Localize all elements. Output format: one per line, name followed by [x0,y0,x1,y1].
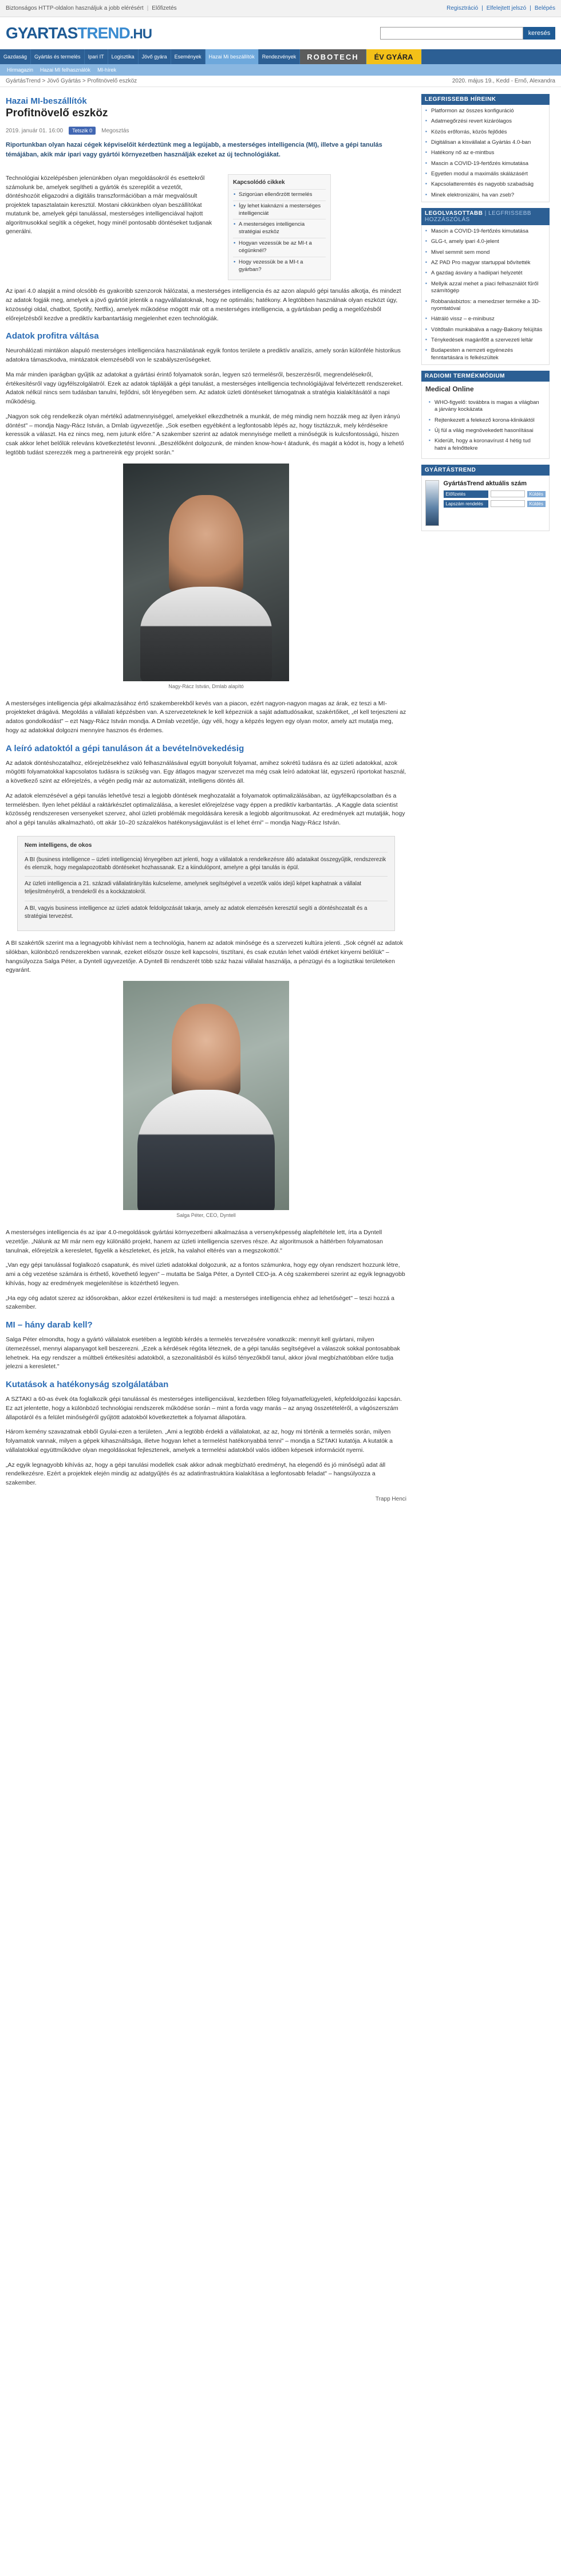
article-paragraph: A mesterséges intelligencia és az ipar 4.0-megoldások gyártási környezetbeni alkalmazása a versenyképesség alapfeltétele lett, írta a Dyntell vezetője. „Nálunk az MI már nem egy különálló projekt, hanem az üzleti intelligencia szerves része. Az algoritmusok a háttérben folyamatosan tanulnak, előrejelzik a keresletet, figyelik a készleteket, és jelzik, ha valahol eltérés van a megszokottól." [6,1229,383,1254]
news-link[interactable]: ▪ A gazdag ásvány a hadiipari helyzetét [422,268,549,278]
magazine-info [444,480,546,526]
fact-box-title: Nem intelligens, de okos [25,842,92,849]
portrait-photo-nagy-racz [123,464,289,681]
news-link[interactable]: ▪ Mascin a COVID-19-fertőzés kimutatása [422,159,549,169]
related-article-link[interactable]: • Így lehet kiaknázni a mesterséges intelligenciát [233,201,326,219]
most-read-list [421,225,550,365]
latest-news-box [421,94,550,202]
tab-most-read[interactable]: LEGOLVASOTTABB [425,210,483,217]
nav-item-gazdasag[interactable]: Gazdaság [0,49,31,64]
article-date: 2019. január 01. 16:00 [6,127,64,134]
news-link[interactable]: ▪ Mascin a COVID-19-fertőzés kimutatása [422,226,549,237]
article-kicker[interactable]: Hazai MI-beszállítók [6,96,87,106]
nav-ev-gyara-banner[interactable]: ÉV GYÁRA [366,49,422,64]
news-link[interactable]: ▪ Ténykedések magánfőtt a szervezeti leltár [422,335,549,345]
order-input[interactable] [491,500,525,507]
magazine-title: GyártásTrend aktuális szám [443,480,527,487]
news-link[interactable]: ▪ Mellyik azzal mehet a piaci felhasználót fűről számítógép [422,279,549,297]
subscribe-label: Előfizetés [444,490,488,498]
related-article-link[interactable]: • Hogy vezessük be a MI-t a gyárban? [233,257,326,276]
article-paragraph: Az adatok elemzésével a gépi tanulás lehetővé teszi a legjobb döntések meghozatalát a folyamatok optimalizálásában, az ügyfélkapcsolatban és a termelésben. Ilyen lehet például a raktárkészlet optimalizálása, a kereslet előrejelzése vagy éppen a prediktív karbantartás. „A Kaggle data scientist közösség rendszeresen versenyeket szervez, ahol üzleti problémák megoldására keresik a legjobb algoritmusokat. Az eredmények azt mutatják, hogy ahol a gépi tanulás alkalmazható, ott akár 10–20 százalékos hatékonyságjavulást is el lehet érni" – mondja Nagy-Rácz István. [6,792,405,827]
news-link[interactable]: ▪ GLG-t, amely ipari 4.0-jelent [422,237,549,247]
medical-online-title[interactable]: Medical Online [425,384,474,393]
nav-item-logisztika[interactable]: Logisztika [108,49,139,64]
article-lead: Riportunkban olyan hazai cégek képviselőit kérdeztünk meg a legújabb, a mesterséges intelligencia (MI), illetve a gépi tanulás témájában, akik már ipari vagy gyártói környezetben használják ezeket az új technológiákat. [6,142,382,158]
photo-caption: Nagy-Rácz István, Dmlab alapító [168,683,244,689]
news-link[interactable]: ▪ Budapesten a nemzeti egyénezés fenntartására is felkészültek [422,345,549,363]
nav-item-gyartas[interactable]: Gyártás és termelés [31,49,85,64]
medical-online-feed [421,382,550,459]
news-link[interactable]: ▪ AZ PAD Pro magyar startuppal bővítették [422,258,549,268]
medical-news-link[interactable]: ▪ Kiderült, hogy a koronavírust 4 hétig tud hatni a felnőttekre [425,436,546,454]
nav-item-esemenyek[interactable]: Események [171,49,206,64]
logo-trend: TREND [77,24,130,42]
partner-box [421,371,550,459]
related-articles-title: Kapcsolódó cikkek [233,179,285,186]
related-article-link[interactable]: • A mesterséges intelligencia stratégiai eszköz [233,219,326,238]
fact-box-paragraph: Az üzleti intelligencia a 21. századi vállalatirányítás kulcseleme, amelynek segítségével a vezetők valós idejű képet kaphatnak a vállalat teljesítményéről, a trendekről és a kockázatokról. [25,876,388,896]
https-notice: Biztonságos HTTP-oldalon használjuk a jobb elérésért [6,5,144,11]
nav-item-hazai-mi[interactable]: Hazai Mi beszállítók [206,49,259,64]
news-link[interactable]: ▪ Egyetlen modul a maximális skálázásért [422,169,549,179]
top-separator: | [147,5,149,11]
site-header [0,17,561,49]
related-article-link[interactable]: • Szigorúan ellenőrzött termelés [233,189,326,201]
top-separator: | [481,5,483,11]
news-link[interactable]: ▪ Hatékony nő az e-mintbus [422,148,549,158]
news-link[interactable]: ▪ Minek elektronizálni, ha van zseb? [422,190,549,201]
news-link[interactable]: ▪ Kapcsolatteremtés és nagyobb szabadság [422,179,549,190]
share-link[interactable]: Megosztás [101,127,129,134]
photo-caption: Salga Péter, CEO, Dyntell [176,1212,236,1219]
portrait-body [137,1090,275,1210]
section-heading: Adatok profitra váltása [6,331,99,341]
article [6,94,406,1505]
article-paragraph: „Ha egy cég adatot szerez az idősorokban, akkor ezzel értékesíteni is tud majd: a mesterséges intelligencia ehhez ad lehetőséget" – teszi hozzá a szakember. [6,1294,395,1311]
article-paragraph: Neurohálózati mintákon alapuló mesterséges intelligenciára használatának egyik fontos területe a prediktív analízis, amely során különféle historikus adatokra támaszkodva, mintázatok elemzéséből von le szabályszerűségeket. [6,347,401,364]
article-paragraph: Ma már minden iparágban gyűjtik az adatokat a gyártási érintő folyamatok során, legyen szó termelésről, beszerzésről, megrendelésekről, értékesítésről vagy ügyfélszolgálatról. Ezek az adatok táplálják a gépi tanulást, a mesterséges intelligencia technológiájával felvértezett rendszereket. Adatok nélkül nincs sem tudásban tanulni, fejlődni, sőt lényegében sem. Az adatok üzleti döntéseket támogatnak a stratégia kialakításától a napi működésig. [6,371,403,406]
section-heading: MI – hány darab kell? [6,1320,93,1330]
subnav-item-felhasznalok[interactable]: Hazai MI felhasználók [40,67,91,73]
news-link[interactable]: ▪ Adatmegőrzési revert kizárólagos [422,116,549,127]
facebook-like-button[interactable]: Tetszik 0 [69,127,96,135]
medical-news-link[interactable]: ▪ Rejtenkezett a felekező korona-klinikáktól [425,415,546,426]
logo-hu: .HU [129,26,152,42]
most-read-tabs [421,208,550,225]
article-author: Trapp Henci [375,1495,406,1502]
tab-latest-comments[interactable]: LEGFRISSEBB HOZZÁSZÓLÁS [425,210,532,223]
fact-box-paragraph: A BI, vagyis business intelligence az üzleti adatok feldolgozását takarja, amely az adatok elemzésén keresztül segíti a döntéshozatalt és a stratégiai tervezést. [25,901,388,921]
main-nav [0,49,561,64]
article-paragraph: Három kemény szavazatnak ebből Gyulai-ezen a területen. „Ami a legtöbb érdekli a vállalatokat, az az, hogy mi történik a termelés során, milyen folyamatok vannak, milyen a gépek kihasználtsága, illetve hogyan lehet a termelést hatékonyabbá tenni" – mondja a SZTAKI kutatója. A kutatók a vállalatokkal együttműködve olyan megoldásokat fejlesztenek, amelyek a termelési adatokból valós időben képesek információt nyerni. [6,1428,393,1454]
subnav-item-mi-hirek[interactable]: MI-hírek [97,67,117,73]
portrait-face [172,1004,240,1095]
subscribe-submit-button[interactable]: Küldés [527,491,546,497]
top-bar-right [447,5,555,11]
medical-online-list [425,396,546,455]
section-heading: Kutatások a hatékonyság szolgálatában [6,1380,169,1390]
most-read-box [421,208,550,365]
intro-paragraph: Technológiai közelépésben jelenünkben olyan megoldásokról és esettekről számolunk be, amelyek segítheti a gyártók és szereplőit a vezetőt, döntéshozóit eligazodni a digitális transzformációban a már megvalósult projektek tapasztalatain keresztül. Mostani cikkünkben olyan beszállítókat mutatunk be, amelyek gépi tanulással, mesterséges intelligenciával hajtott algoritmusokkal segítik a cégeket, hogy minél pontosabb döntéseket tudjanak generálni. [6,175,212,235]
content-wrap [0,87,561,1505]
article-paragraph: „Van egy gépi tanulással foglalkozó csapatunk, és mivel üzleti adatokkal dolgozunk, az a fontos számunkra, hogy egy olyan rendszert hozzunk létre, ami a cég vezetése számára is érthető, követhető legyen" – mutatta be Salga Péter, a Dyntell CEO-ja. A cég szakemberei szerint az egyik legnagyobb kihívás, hogy az eredmények megjelenítése is közérthető legyen. [6,1262,405,1287]
news-link[interactable]: ▪ Hátráló vissz – e-minibusz [422,314,549,324]
current-date: 2020. május 19., Kedd - Ernő, Alexandra [452,78,555,84]
register-link[interactable]: Regisztráció [447,5,479,11]
article-paragraph: Az ipari 4.0 alapját a mind olcsóbb és gyakoribb szenzorok hálózatai, a mesterséges intelligencia és az azon alapuló gépi tanulás alkotja, és mindezt az adatok fogják meg, amelyek a jövő gyártóit jelentik a nagyvállalatoknak, hogy ne optimális; hatékony. A legtöbben használnak olyan eszközt úgy, közösségi oldal, chatbot, Spotify, Netflix), amelyek működése mögött már ott a mesterséges intelligencia, a gyártásban pedig a megelőzésből előrejelzésből kezdve a prediktív karbantartásig megjelenhet ezen technológiák. [6,288,401,322]
subnav-item-hirmagazin[interactable]: Hírmagazin [7,67,34,73]
tab-separator: | [484,210,489,217]
article-paragraph: A SZTAKI a 60-as évek óta foglalkozik gépi tanulással és mesterséges intelligenciával, kezdetben főleg folyamatfelügyeleti, képfeldolgozási kapcsán. Ez azt jelentette, hogy a különböző technológiai rendszerek működése során – mint a forda vagy marás – az anyag összetételéről, a vágószerszám állapotáról és a felület minőségéről gyűjtött adatokból következtettek a folyamat állapotára. [6,1396,402,1421]
sub-nav [0,64,561,76]
portrait-photo-salga [123,981,289,1210]
partner-box-title: RADIOMI TERMÉKMÓDIUM [421,371,550,382]
latest-news-list [421,105,550,202]
latest-news-title: LEGFRISSEBB HÍREINK [421,94,550,105]
fact-box-paragraph: A BI (business intelligence – üzleti intelligencia) lényegében azt jelenti, hogy a vállalatok a rendelkezésre álló adataikat összegyűjtik, rendszerezik és elemzik, hogy megalapozottabb döntéseket hozhassanak. Ez a kiindulópont, amelyre a gépi tanulás is épül. [25,852,388,872]
order-row [444,500,546,508]
magazine-current-issue [421,476,550,531]
article-intro [6,174,406,280]
related-article-link[interactable]: • Hogyan vezessük be az MI-t a cégünknél? [233,238,326,257]
news-link[interactable]: ▪ Platformon az összes konfiguráció [422,106,549,116]
article-title: Profitnövelő eszköz [6,107,108,119]
search-input[interactable] [380,27,523,40]
portrait-face [169,495,243,592]
nav-item-rendezvenyek[interactable]: Rendezvények [259,49,301,64]
breadcrumb-bar [0,76,561,87]
news-link[interactable]: ▪ Digitálisan a kisvállalat a Gyártás 4.0-ban [422,138,549,148]
top-bar [0,0,561,17]
subscribe-input[interactable] [491,490,525,497]
search-form [380,27,555,40]
article-paragraph: „Az egyik legnagyobb kihívás az, hogy a gépi tanulási modellek csak akkor adnak megbízható eredményt, ha elegendő és jó minőségű adat áll rendelkezésre. Ezért a projektek elején mindig az adatgyűjtés és az adatinfrastruktúra kialakítása a legfontosabb feladat" – hangsúlyozza a szakember. [6,1461,386,1487]
logo-gyartas: GYARTAS [6,24,78,42]
order-submit-button[interactable]: Küldés [527,501,546,507]
article-paragraph: Az adatok döntéshozatalhoz, előrejelzésekhez való felhasználásával együtt bonyolult folyamat, amihez sokrétű tudásra és az üzleti adatokkal, azok mögötti folyamatokkal kapcsolatos tudásra is szükség van. Egy átlagos magyar szervezet ma még csak leíró adatokat lát, egyszerű riportokat használ, a következő szint az előrejelzés, a végén pedig már az automatizált, intelligens döntés áll. [6,759,406,785]
article-paragraph: A BI szakértők szerint ma a legnagyobb kihívást nem a technológia, hanem az adatok minősége és a szervezeti kultúra jelenti. „Sok cégnél az adatok silókban, különböző rendszerekben vannak, ezeket először össze kell kapcsolni, tisztítani, és csak ezután lehet valódi értéket kinyerni belőlük" – hangsúlyozza Salga Péter, a Dyntell ügyvezetője. A Dyntell Bi rendszerét több száz hazai vállalat használja, a pénzügyi és a logisztikai területeken egyaránt. [6,940,403,974]
site-logo[interactable] [6,24,152,42]
top-bar-left [6,5,177,11]
search-button[interactable]: keresés [523,27,555,40]
nav-robotech-banner[interactable]: ROBOTECH [300,49,366,64]
section-heading: A leíró adatoktól a gépi tanuláson át a bevételnövekedésig [6,743,244,753]
related-articles-box [228,174,331,280]
sidebar [421,94,550,1505]
magazine-cover[interactable] [425,480,439,526]
news-link[interactable]: ▪ Völtőtalin munkábálva a nagy-Bakony felújítás [422,325,549,335]
article-paragraph: „Nagyon sok cég rendelkezik olyan mértékű adatmennyiséggel, amelyekkel elkezdhetnék a munkát, de még mindig nem hozzák meg az ilyen irányú döntést" – mondja Nagy-Rácz István, a Dmlab ügyvezetője. „Sok esetben egyébként a legfontosabb lépés az, hogy tisztázzuk, mely kérdésekre keressük a választ. Ha ez nincs meg, nem jutunk előre." A szakember szerint az adatok mennyisége mellett a minőségük is kulcsfontosságú, hiszen csak akkor lehet belőlük releváns következtetést levonni. „Beszélőként dolgozunk, de minden know-how-t átadunk, és magát a kódot is, hogy a lehető legtöbb tudást szerezzék meg a partnereink egy projekt során." [6,413,404,456]
article-meta [6,127,406,135]
breadcrumb[interactable]: GyártásTrend > Jövő Gyártás > Profitnövelő eszköz [6,78,137,84]
medical-news-link[interactable]: ▪ Új fül a világ megnövekedett hasonlításai [425,426,546,436]
fact-box [17,836,395,931]
nav-item-jovo-gyara[interactable]: Jövő gyára [139,49,171,64]
article-paragraph: A mesterséges intelligencia gépi alkalmazásához értő szakemberekből kevés van a piacon, ezért nagyon-nagyon magas az árak, ez teszi a MI-projekteket drágává. Megoldás a vállalati képzésben van. A szervezeteknek le kell képezniük a saját adattudósaikat, szakértőiket, „el kell terjeszteni az adatos gondolkodást" – ezt Nagy-Rácz István mondja. A Dmlab vezetője, úgy véli, hogy a képzés legyen egy olyan motor, amely azt mutatja meg, hogy az adatokkal dolgozni mennyire hasznos és érdemes. [6,700,406,734]
order-label: Lapszám rendelés [444,500,488,508]
portrait-body [140,587,272,681]
article-paragraph: Salga Péter elmondta, hogy a gyártó vállalatok esetében a legtöbb kérdés a termelés tervezésére vonatkozik: mennyit kell gyártani, milyen ütemezéssel, mennyi alapanyagot kell beszerezni. „Ezek a kérdések régóta léteznek, de a gépi tanulás segítségével a válaszok sokkal pontosabbak lehetnek. Ha egy rendszer a múltbeli értékesítési adatokból, a szezonalitásból és külső tényezőkből tanul, akkor jóval megbízhatóbban előre tudja jelezni a keresletet." [6,1336,400,1371]
forgot-password-link[interactable]: Elfelejtett jelszó [486,5,527,11]
nav-item-ipari-it[interactable]: Ipari IT [85,49,108,64]
magazine-box-title: GYÁRTÁSTREND [421,465,550,476]
news-link[interactable]: ▪ Mivel semmit sem mond [422,248,549,258]
login-link[interactable]: Belépés [534,5,555,11]
subscribe-row [444,490,546,498]
medical-news-link[interactable]: ▪ WHO-figyelő: továbbra is magas a világban a járvány kockázata [425,398,546,415]
magazine-box [421,465,550,531]
news-link[interactable]: ▪ Robbanásbiztos: a menedzser terméke a 3D-nyomtatóval [422,297,549,315]
subscribe-link[interactable]: Előfizetés [152,5,177,11]
top-separator: | [530,5,531,11]
news-link[interactable]: ▪ Közös erőforrás, közös fejlődés [422,127,549,138]
